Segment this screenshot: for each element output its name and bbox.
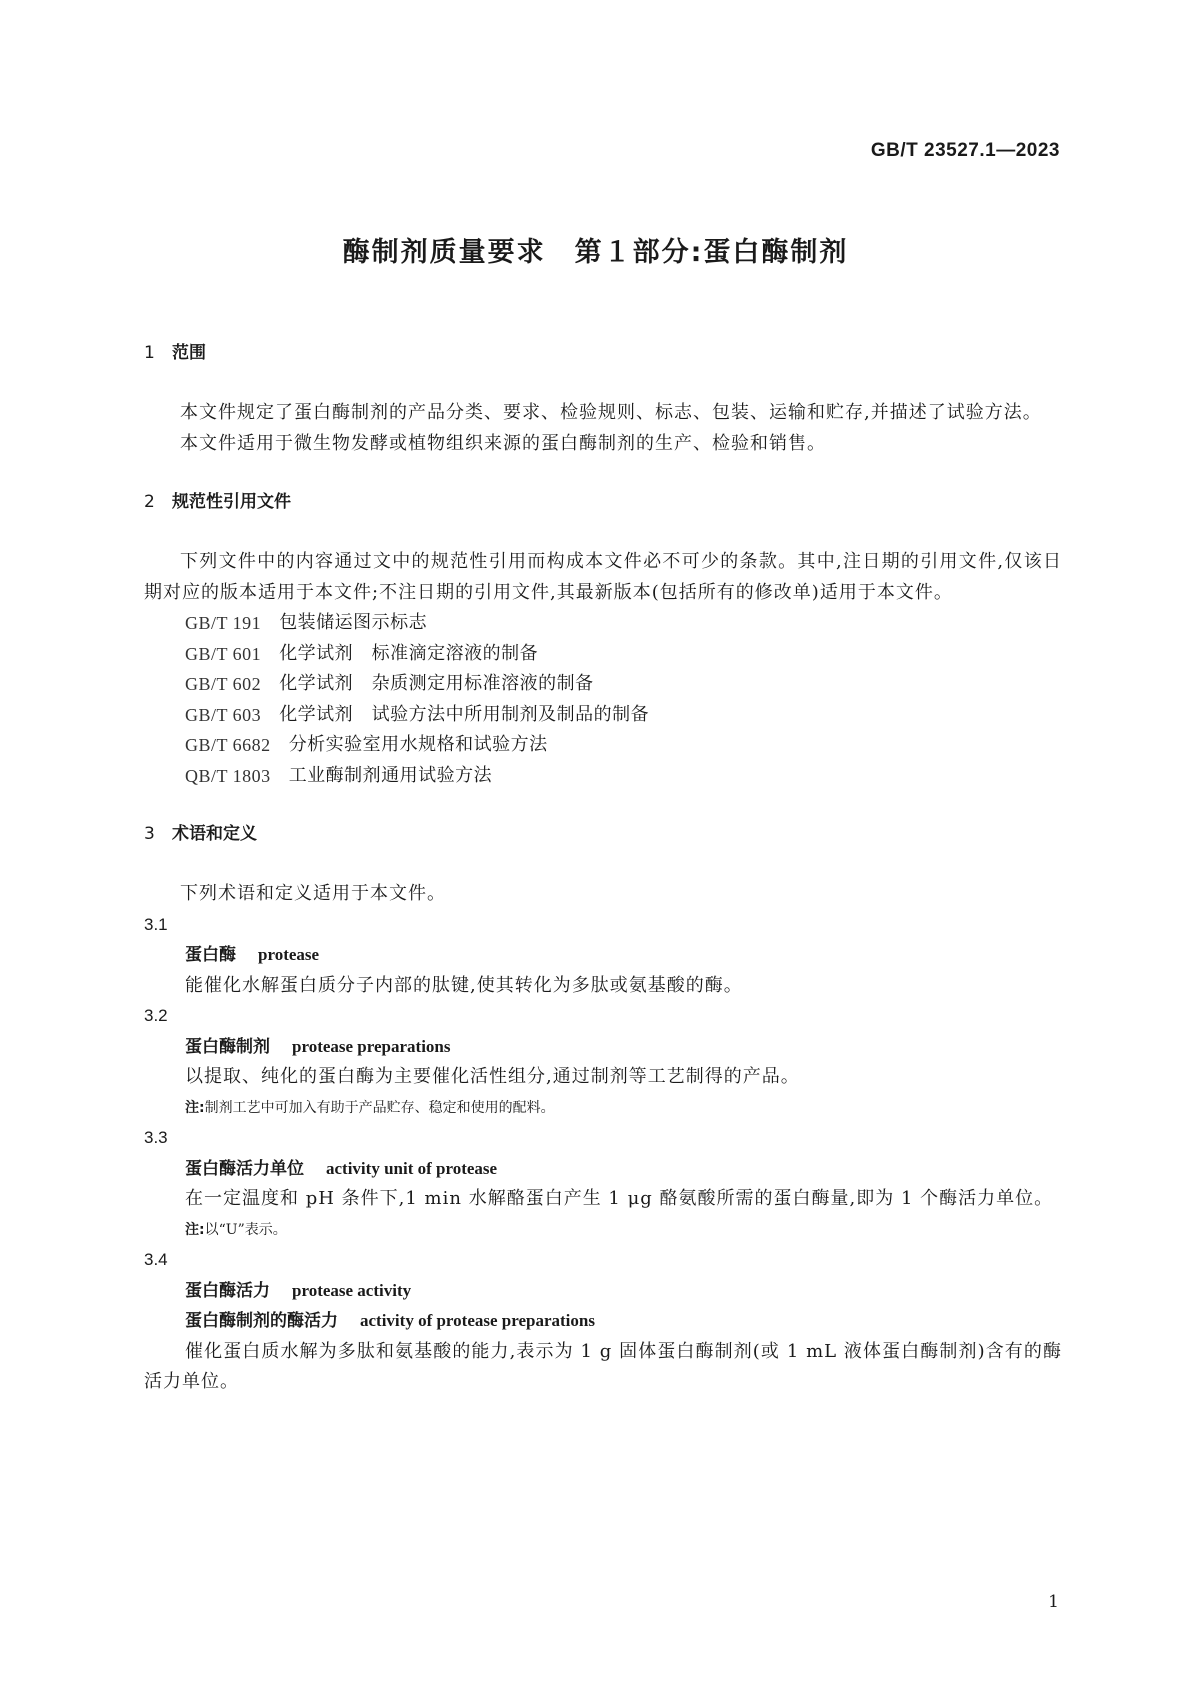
section-number: 3 [144, 823, 155, 844]
term-definition: 以提取、纯化的蛋白酶为主要催化活性组分,通过制剂等工艺制得的产品。 [185, 1066, 800, 1087]
term-heading-alt [144, 1306, 1062, 1337]
note-text: 以“U”表示。 [204, 1221, 287, 1238]
term-heading [144, 1032, 1062, 1063]
term-en: activity unit of protease [326, 1158, 498, 1178]
reference-item [144, 761, 1062, 792]
term-zh: 蛋白酶活力单位 [185, 1158, 304, 1179]
reference-item [144, 700, 1062, 731]
section-1-heading [144, 338, 1062, 368]
reference-title: 分析实验室用水规格和试验方法 [288, 734, 548, 755]
scope-paragraph-2: 本文件适用于微生物发酵或植物组织来源的蛋白酶制剂的生产、检验和销售。 [180, 432, 826, 454]
reference-code: GB/T 602 [185, 674, 262, 694]
document-title: 酶制剂质量要求 第１部分:蛋白酶制剂 [342, 237, 849, 268]
section-3-heading [144, 819, 1062, 849]
reference-title: 化学试剂 杂质测定用标准溶液的制备 [279, 673, 594, 694]
term-heading [144, 1276, 1062, 1307]
term-number: 3.4 [144, 1250, 168, 1269]
section-title: 规范性引用文件 [172, 491, 291, 512]
section-number: 2 [144, 491, 155, 512]
reference-code: QB/T 1803 [185, 765, 271, 786]
reference-item [144, 669, 1062, 700]
page-number: 1 [1048, 1592, 1059, 1612]
term-en: protease [258, 945, 320, 964]
reference-item [144, 608, 1062, 639]
term-en: protease preparations [292, 1036, 451, 1056]
reference-code: GB/T 6682 [185, 735, 271, 755]
section-number: 1 [144, 342, 155, 363]
term-heading [144, 1154, 1062, 1185]
reference-code: GB/T 603 [185, 704, 262, 725]
reference-code: GB/T 601 [185, 643, 262, 664]
reference-title: 化学试剂 试验方法中所用制剂及制品的制备 [279, 703, 650, 725]
reference-title: 包装储运图示标志 [279, 612, 428, 633]
reference-title: 工业酶制剂通用试验方法 [288, 764, 493, 786]
scope-paragraph-1: 本文件规定了蛋白酶制剂的产品分类、要求、检验规则、标志、包装、运输和贮存,并描述了试验方法。 [180, 402, 1042, 423]
term-definition: 催化蛋白质水解为多肽和氨基酸的能力,表示为 1 g 固体蛋白酶制剂(或 1 mL 液体蛋白酶制剂)含有的酶活力单位。 [144, 1340, 1062, 1392]
reference-code: GB/T 191 [185, 613, 262, 633]
note-label: 注: [185, 1099, 205, 1116]
terms-intro: 下列术语和定义适用于本文件。 [180, 883, 446, 904]
term-definition: 能催化水解蛋白质分子内部的肽键,使其转化为多肽或氨基酸的酶。 [185, 974, 743, 996]
note-label: 注: [185, 1221, 205, 1238]
term-note [144, 1215, 1062, 1246]
section-2-heading [144, 487, 1062, 517]
note-text: 制剂工艺中可加入有助于产品贮存、稳定和使用的配料。 [204, 1099, 555, 1116]
term-heading [144, 940, 1062, 971]
reference-item [144, 639, 1062, 670]
term-zh: 蛋白酶 [185, 945, 236, 965]
references-intro: 下列文件中的内容通过文中的规范性引用而构成本文件必不可少的条款。其中,注日期的引用文件,仅该日期对应的版本适用于本文件;不注日期的引用文件,其最新版本(包括所有的修改单)适用于本文件。 [144, 551, 1062, 603]
document-body [144, 338, 1062, 1398]
term-number: 3.3 [144, 1128, 168, 1147]
term-en: protease activity [292, 1280, 412, 1300]
term-zh: 蛋白酶制剂的酶活力 [185, 1311, 338, 1331]
standard-code: GB/T 23527.1—2023 [870, 140, 1060, 161]
term-definition: 在一定温度和 pH 条件下,1 min 水解酪蛋白产生 1 μg 酪氨酸所需的蛋白酶量,即为 1 个酶活力单位。 [185, 1188, 1054, 1209]
section-title: 范围 [172, 342, 206, 363]
term-number: 3.2 [144, 1006, 168, 1025]
section-title: 术语和定义 [172, 823, 257, 844]
reference-item [144, 730, 1062, 761]
term-zh: 蛋白酶制剂 [185, 1036, 270, 1057]
term-en: activity of protease preparations [360, 1311, 595, 1330]
reference-title: 化学试剂 标准滴定溶液的制备 [279, 642, 539, 664]
term-zh: 蛋白酶活力 [185, 1280, 270, 1301]
term-note [144, 1093, 1062, 1124]
term-number: 3.1 [144, 914, 168, 934]
